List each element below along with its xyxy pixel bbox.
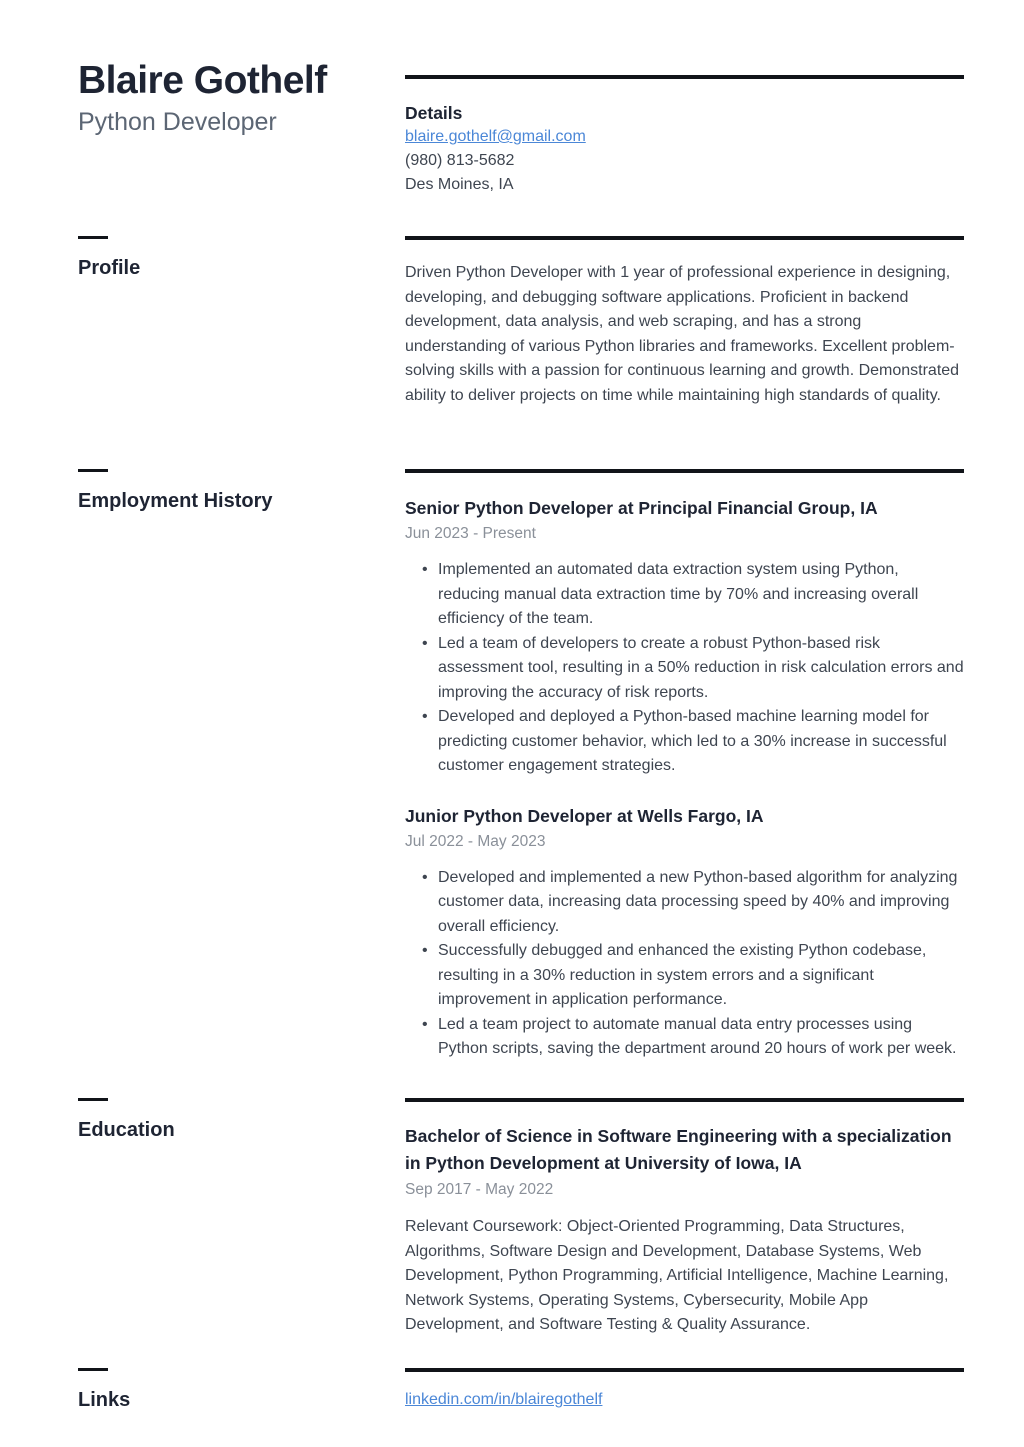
job-bullet: • Implemented an automated data extraction system using Python, reducing manual data extraction time by 70% and increasing overall efficiency of the team. [405, 558, 964, 632]
links-heading: Links [78, 1389, 131, 1411]
details-heading: Details [405, 103, 463, 123]
header-section [78, 58, 964, 197]
links-rule [405, 1368, 964, 1372]
phone-number: (980) 813-5682 [405, 152, 515, 169]
linkedin-line [405, 1388, 964, 1412]
employment-rule [405, 469, 964, 473]
employment-left [78, 469, 405, 1062]
education-left [78, 1098, 405, 1338]
education-heading: Education [78, 1119, 175, 1141]
job-bullet: • Developed and implemented a new Python-based algorithm for analyzing customer data, increasing data processing speed by 40% and improving overall efficiency. [405, 866, 964, 940]
job-bullet: • Successfully debugged and enhanced the existing Python codebase, resulting in a 30% reduction in system errors and a significant improvement in application performance. [405, 939, 964, 1013]
header-left [78, 58, 405, 197]
job-title: Senior Python Developer at Principal Financial Group, IA [405, 498, 878, 518]
employment-dash [78, 469, 108, 472]
profile-rule [405, 236, 964, 240]
job-entry [405, 803, 964, 1062]
profile-text: Driven Python Developer with 1 year of professional experience in designing, developing, and debugging software applications. Proficient in backend development, data analysis, and web scraping, and has a strong understanding of various Python libraries and frameworks. Excellent problem-solving skills with a passion for continuous learning and growth. Demonstrated ability to deliver projects on time while maintaining high standards of quality. [405, 264, 960, 404]
links-left [78, 1368, 405, 1414]
job-bullet-list [405, 558, 964, 779]
degree-title: Bachelor of Science in Software Engineering with a specialization in Python Development at University of Iowa, IA [405, 1126, 952, 1173]
job-dates: Jun 2023 - Present [405, 525, 536, 542]
email-link[interactable]: blaire.gothelf@gmail.com [405, 128, 586, 145]
linkedin-link[interactable]: linkedin.com/in/blairegothelf [405, 1391, 603, 1408]
education-right [405, 1098, 964, 1338]
job-bullet-list [405, 866, 964, 1062]
education-section [78, 1098, 964, 1338]
employment-heading: Employment History [78, 490, 273, 512]
education-rule [405, 1098, 964, 1102]
details-rule [405, 75, 964, 79]
links-dash [78, 1368, 108, 1371]
coursework-text: Relevant Coursework: Object-Oriented Programming, Data Structures, Algorithms, Software Design and Development, Database Systems, Web Development, Python Programming, Artificial Intelligence, Machine Learning, Network Systems, Operating Systems, Cybersecurity, Mobile App Development, and Software Testing & Quality Assurance. [405, 1218, 949, 1333]
header-right [405, 58, 964, 197]
employment-section [78, 469, 964, 1062]
education-dates: Sep 2017 - May 2022 [405, 1181, 554, 1198]
links-right [405, 1368, 964, 1414]
profile-left [78, 236, 405, 408]
links-section [78, 1368, 964, 1414]
job-bullet: • Developed and deployed a Python-based machine learning model for predicting customer behavior, which led to a 30% increase in successful customer engagement strategies. [405, 705, 964, 779]
job-title: Junior Python Developer at Wells Fargo, IA [405, 805, 764, 826]
details-block [405, 101, 964, 197]
location-text: Des Moines, IA [405, 176, 514, 193]
education-dash [78, 1098, 108, 1101]
job-dates: Jul 2022 - May 2023 [405, 832, 546, 850]
profile-section [78, 236, 964, 408]
job-bullet: • Led a team project to automate manual data entry processes using Python scripts, saving the department around 20 hours of work per week. [405, 1013, 964, 1062]
email-line [405, 125, 964, 149]
profile-right [405, 236, 964, 408]
candidate-job-title: Python Developer [78, 108, 277, 136]
employment-right [405, 469, 964, 1062]
candidate-name: Blaire Gothelf [78, 59, 327, 102]
job-entry [405, 495, 964, 779]
job-bullet: • Led a team of developers to create a robust Python-based risk assessment tool, resulting in a 50% reduction in risk calculation errors and improving the accuracy of risk reports. [405, 632, 964, 706]
profile-heading: Profile [78, 257, 141, 279]
profile-dash [78, 236, 108, 239]
